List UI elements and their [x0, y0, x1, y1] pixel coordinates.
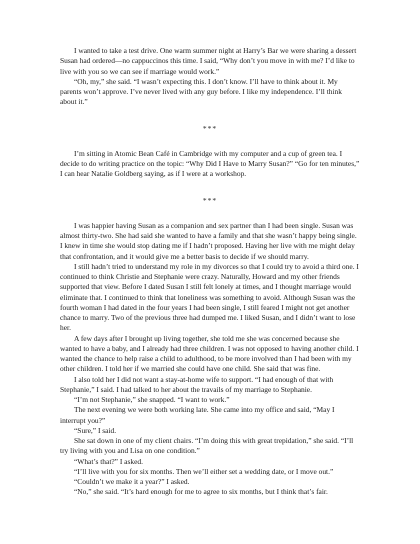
section-separator: ***: [202, 195, 218, 205]
paragraph: “No,” she said. “It’s hard enough for me to agree to six months, but I think that’s fair.: [74, 487, 328, 497]
section-separator: ***: [202, 123, 218, 133]
paragraph: “What’s that?” I asked.: [74, 456, 143, 466]
paragraph: The next evening we were both working late. She came into my office and said, “May I interrupt you?”: [60, 405, 335, 425]
paragraph: She sat down in one of my client chairs. “I’m doing this with great trepidation,” she said. “I’ll try living with you and Lisa on one condition.”: [60, 436, 354, 456]
paragraph: I still hadn’t tried to understand my role in my divorces so that I could try to avoid a third one. I continued to think Christie and Stephanie were crazy. Naturally, Howard and my other friends supported that view. Before I dated Susan I still felt lonely at times, and I thought marriage would eliminate that. I continued to think that loneliness was something to avoid. Although Susan was the fourth woman I had dated in the four years I had been single, I still feared I might not get another chance to marry. Two of the previous three had dumped me. I liked Susan, and I didn’t want to lose her.: [60, 261, 359, 333]
paragraph: “I’ll live with you for six months. Then we’ll either set a wedding date, or I move out.”: [74, 466, 334, 476]
section-1: [60, 46, 360, 108]
paragraph: “Oh, my,” she said. “I wasn’t expecting this. I don’t know. I’ll have to think about it. My parents won’t approve. I’ve never lived with any guy before. I like my independence. I’ll think about it.”: [60, 76, 342, 107]
paragraph: I’m sitting in Atomic Bean Café in Cambridge with my computer and a cup of green tea. I decide to do writing practice on the topic: “Why Did I Have to Marry Susan?” “Go for ten minutes,” I can hear Natalie Goldberg saying, as if I were at a workshop.: [60, 148, 360, 179]
paragraph: “I’m not Stephanie,” she snapped. “I want to work.”: [74, 395, 230, 404]
paragraph: A few days after I brought up living together, she told me she was concerned because she wanted to have a baby, and I already had three children. I was not opposed to having another child. I wanted the chance to help raise a child to adulthood, to be more involved than I had been with my other children. I told her if we married she could have one child. She said that was fine.: [60, 333, 359, 374]
section-2: [60, 149, 360, 180]
paragraph: I also told her I did not want a stay-at-home wife to support. “I had enough of that with Stephanie,” I said. I had talked to her about the travails of my marriage to Stephanie.: [60, 374, 334, 394]
paragraph: I was happier having Susan as a companion and sex partner than I had been single. Susan was almost thirty-two. She had said she wanted to have a family and that she wasn’t happy being single. I knew in time she would stop dating me if I hadn’t proposed. Having her live with me might delay that confrontation, and it would give me a better basis to decide if we should marry.: [60, 220, 357, 261]
section-3: [60, 221, 360, 498]
paragraph: I wanted to take a test drive. One warm summer night at Harry’s Bar we were sharing a dessert Susan had ordered—no cappuccinos this time. I said, “Why don’t you move in with me? I’d like to live with you so we can see if marriage would work.”: [60, 46, 357, 76]
paragraph: “Sure,” I said.: [74, 425, 117, 435]
paragraph: “Couldn’t we make it a year?” I asked.: [74, 477, 190, 486]
